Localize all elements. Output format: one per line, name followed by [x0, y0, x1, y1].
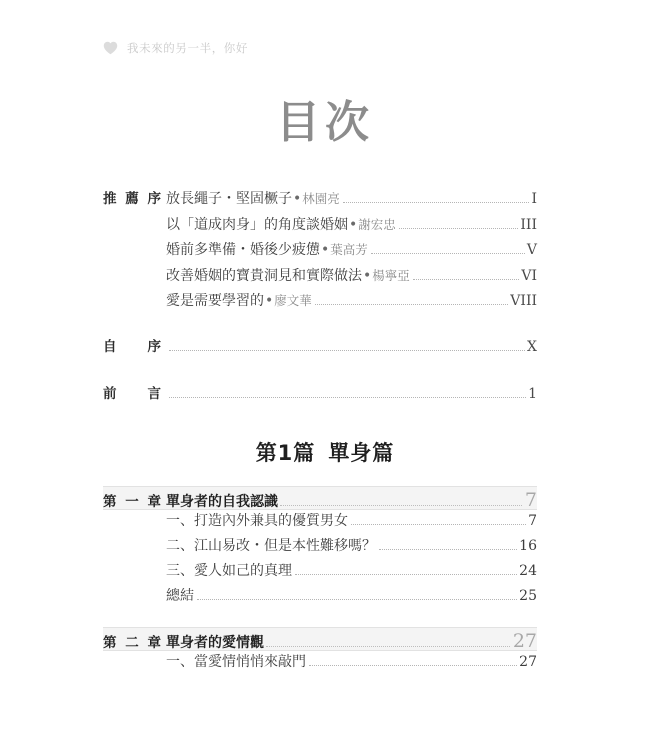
dot-leader	[315, 303, 509, 305]
section-page-number: 24	[519, 563, 537, 579]
dot-leader	[399, 227, 519, 229]
section-title: 一、打造內外兼具的優質男女	[166, 513, 348, 529]
part-heading	[0, 443, 650, 464]
front-matter-row-foreword[interactable]	[103, 386, 537, 412]
section-row[interactable]	[103, 651, 537, 676]
dot-leader	[169, 396, 526, 398]
section-page-number: 27	[519, 654, 537, 670]
spacer	[103, 364, 537, 386]
front-matter-title: 婚前多準備・婚後少疲憊•葉高芳	[166, 242, 368, 258]
front-matter-body	[166, 290, 537, 310]
section-row[interactable]	[103, 535, 537, 560]
dot-leader	[309, 664, 517, 666]
chapter-label: 第二章	[103, 635, 161, 651]
dot-leader	[197, 598, 517, 600]
chapter-title: 單身者的自我認識	[166, 494, 278, 510]
part-number: 第1篇	[255, 441, 316, 465]
section-page-number: 16	[519, 538, 537, 554]
front-matter-title: 以「道成肉身」的角度談婚姻•謝宏忠	[166, 216, 396, 233]
section-row[interactable]	[103, 585, 537, 610]
running-header-title: 我未來的另一半，你好	[127, 41, 248, 55]
section-title: 總結	[166, 588, 194, 604]
front-matter-page-number: VIII	[510, 293, 537, 309]
front-matter-list	[103, 188, 537, 412]
chapter-block	[103, 627, 537, 676]
chapter-block	[103, 486, 537, 610]
section-row[interactable]	[103, 510, 537, 535]
front-matter-label: 前言	[103, 386, 161, 402]
front-matter-page-number: VI	[521, 267, 537, 284]
front-matter-row[interactable]	[103, 265, 537, 291]
section-page-number: 7	[528, 513, 537, 529]
section-title: 三、愛人如己的真理	[166, 563, 292, 579]
front-matter-body	[166, 339, 537, 355]
section-title: 二、江山易改・但是本性難移嗎？	[166, 538, 376, 554]
front-matter-row-preface[interactable]	[103, 339, 537, 365]
front-matter-row[interactable]	[103, 188, 537, 214]
chapter-list	[103, 486, 537, 676]
front-matter-body	[166, 214, 537, 234]
heart-icon	[103, 41, 118, 55]
section-title: 一、當愛情悄悄來敲門	[166, 654, 306, 670]
chapter-page-number: 7	[524, 489, 537, 511]
front-matter-body	[166, 386, 537, 402]
front-matter-body	[166, 239, 537, 259]
chapter-header-row[interactable]	[103, 486, 537, 510]
dot-leader	[351, 523, 526, 525]
dot-leader	[295, 573, 517, 575]
front-matter-title: 愛是需要學習的•廖文華	[166, 293, 312, 309]
front-matter-page-number: III	[520, 216, 537, 233]
front-matter-page-number: 1	[528, 386, 537, 402]
front-matter-title: 放長繩子・堅固橛子•林園亮	[166, 191, 340, 207]
spacer	[103, 316, 537, 339]
front-matter-label: 推薦序	[103, 191, 161, 207]
front-matter-body	[166, 265, 537, 285]
dot-leader	[413, 278, 520, 280]
front-matter-title: 改善婚姻的寶貴洞見和實際做法•楊寧亞	[166, 267, 410, 284]
front-matter-group-recommendations	[103, 188, 537, 316]
front-matter-row[interactable]	[103, 239, 537, 265]
dot-leader	[379, 548, 517, 550]
front-matter-label: 自序	[103, 338, 161, 355]
front-matter-body	[166, 188, 537, 208]
front-matter-row[interactable]	[103, 214, 537, 240]
dot-leader	[371, 252, 525, 254]
part-name: 單身篇	[328, 441, 395, 465]
section-row[interactable]	[103, 560, 537, 585]
running-header	[103, 38, 248, 58]
section-page-number: 25	[519, 588, 537, 604]
front-matter-page-number: V	[526, 242, 537, 258]
spacer	[103, 610, 537, 627]
dot-leader	[280, 504, 522, 506]
chapter-page-number: 27	[512, 630, 537, 652]
front-matter-page-number: X	[527, 338, 537, 355]
chapter-title: 單身者的愛情觀	[166, 635, 264, 651]
chapter-label: 第一章	[103, 494, 161, 510]
dot-leader	[169, 349, 525, 351]
dot-leader	[343, 201, 530, 203]
front-matter-page-number: I	[531, 191, 537, 207]
chapter-body	[166, 628, 537, 651]
page-title: 目次	[276, 97, 374, 148]
front-matter-row[interactable]	[103, 290, 537, 316]
dot-leader	[266, 645, 510, 647]
chapter-header-row[interactable]	[103, 627, 537, 651]
chapter-body	[166, 487, 537, 510]
